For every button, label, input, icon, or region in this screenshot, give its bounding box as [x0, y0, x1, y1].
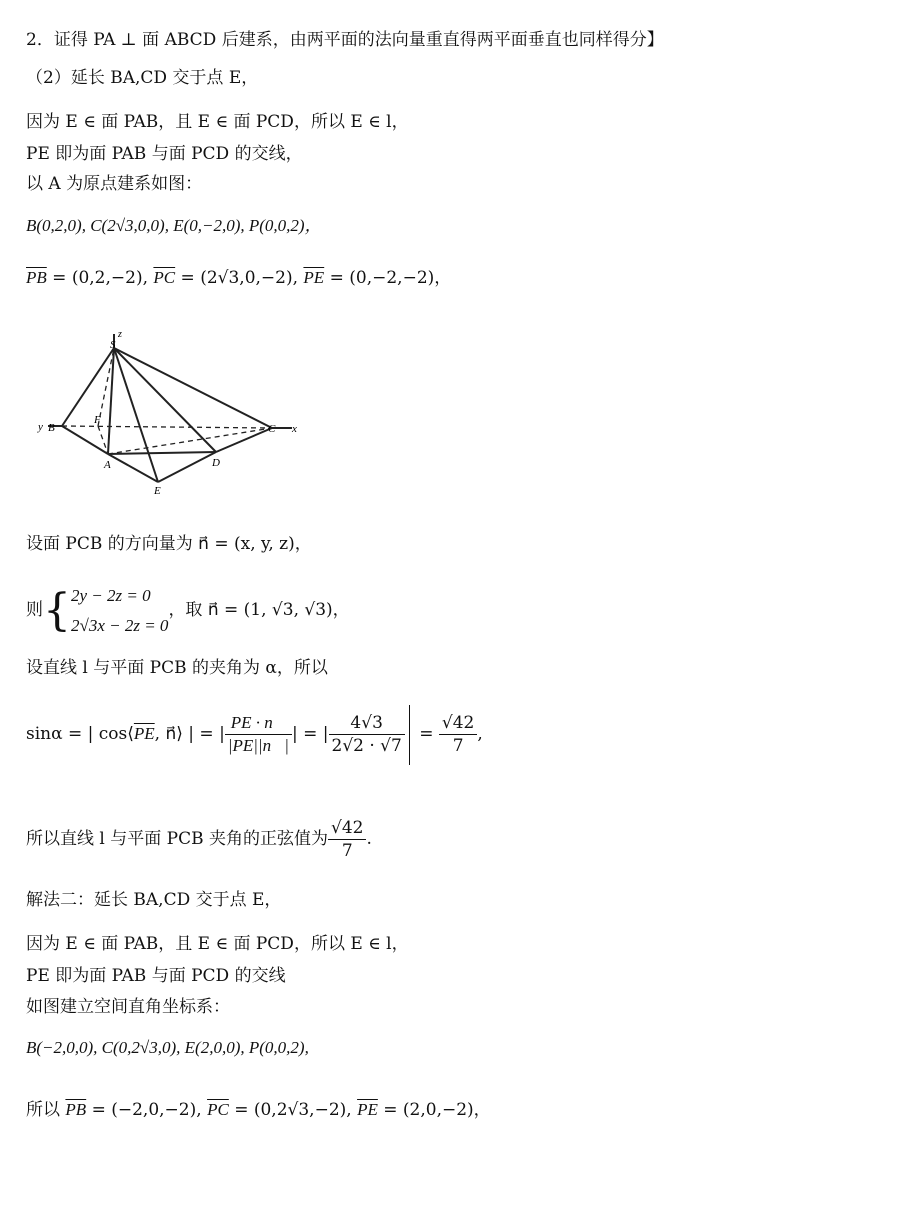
system-suffix: ，取 n⃗ = (1, √3, √3)，: [168, 600, 350, 620]
equation-system-line: [26, 580, 350, 641]
vector-pb-value: = (0,2,−2),: [46, 268, 154, 288]
label-s: S: [110, 339, 116, 351]
method-two-line-2: 因为 E ∈ 面 PAB，且 E ∈ 面 PCD，所以 E ∈ l，: [26, 934, 409, 954]
sine-prefix: sinα = | cos⟨: [26, 724, 134, 744]
label-z-axis: z: [118, 329, 122, 340]
conclusion-fraction: [328, 817, 366, 862]
label-c: C: [268, 423, 276, 435]
coords-line-1: B(0,2,0), C(2√3,0,0), E(0,−2,0), P(0,0,2)，: [26, 216, 322, 235]
vector-pe: $\overline{PE}$: [303, 268, 325, 287]
vector-pc-2-value: = (0,2√3,−2),: [228, 1100, 358, 1120]
fraction-1-denominator: |PE||n⃗|: [227, 736, 289, 755]
fraction-2-numerator: 4√3: [329, 712, 405, 735]
method-two-line: 解法二：延长 BA,CD 交于点 E，: [26, 890, 282, 910]
vectors-line-1: [26, 266, 451, 290]
label-d: D: [212, 457, 220, 469]
coords-line-2: B(−2,0,0), C(0,2√3,0), E(2,0,0), P(0,0,2),: [26, 1038, 309, 1057]
vector-pb: $\overline{PB}$: [26, 268, 47, 287]
equation-system: [71, 581, 168, 641]
pyramid-figure: [30, 326, 310, 498]
fraction-3-denominator: 7: [452, 736, 464, 756]
system-prefix: 则: [26, 600, 43, 620]
equation-1: 2y − 2z = 0: [71, 585, 151, 605]
vector-pc-value: = (2√3,0,−2),: [175, 268, 304, 288]
normal-vector-line: 设面 PCB 的方向量为 n⃗ = (x, y, z)，: [26, 534, 312, 554]
fraction-values: [329, 712, 405, 757]
conclusion-numerator: √42: [328, 817, 366, 840]
vector-pe-2: $\overline{PE}$: [357, 1100, 378, 1119]
conclusion-denominator: 7: [341, 841, 353, 861]
fraction-result: [439, 712, 477, 757]
sine-end: ,: [477, 724, 483, 744]
label-e: E: [154, 485, 161, 497]
vector-pc-2: $\overline{PC}$: [207, 1100, 229, 1119]
fraction-2-denominator: 2√2 · √7: [331, 736, 402, 756]
absolute-bar: [409, 705, 410, 765]
label-x-axis: x: [292, 423, 297, 435]
label-y-axis: y: [38, 421, 43, 433]
label-a: A: [104, 459, 111, 471]
method-two-line-4: 如图建立空间直角坐标系：: [26, 997, 230, 1017]
sine-eq-2: =: [413, 724, 439, 744]
text-line-1: 2．证得 PA ⊥ 面 ABCD 后建系，由两平面的法向量重直得两平面垂直也同样得分】: [26, 30, 664, 50]
sine-formula-line: [26, 704, 483, 765]
angle-intro-line: 设直线 l 与平面 PCB 的夹角为 α，所以: [26, 658, 328, 678]
text-line-5: 以 A 为原点建系如图：: [26, 174, 203, 194]
text-line-2: （2）延长 BA,CD 交于点 E，: [26, 68, 259, 88]
vectors-line-2: [26, 1098, 491, 1122]
sine-eq-1: | = |: [291, 724, 329, 744]
left-brace: {: [43, 584, 71, 636]
method-two-line-3: PE 即为面 PAB 与面 PCD 的交线: [26, 966, 286, 986]
label-b: B: [48, 422, 55, 434]
fraction-3-numerator: √42: [439, 712, 477, 735]
vectors-2-prefix: 所以: [26, 1100, 66, 1120]
vector-pe-value: = (0,−2,−2)，: [324, 268, 452, 288]
vector-pc: $\overline{PC}$: [153, 268, 176, 287]
sine-vector-pe: $\overline{PE}$: [133, 724, 155, 743]
conclusion-prefix: 所以直线 l 与平面 PCB 夹角的正弦值为: [26, 829, 328, 849]
vector-pb-2: $\overline{PB}$: [65, 1100, 87, 1119]
fraction-1-numerator: PE · n⃗: [225, 712, 292, 735]
text-line-3: 因为 E ∈ 面 PAB，且 E ∈ 面 PCD，所以 E ∈ l，: [26, 112, 409, 132]
fraction-dot-over-norms: [225, 712, 292, 757]
sine-mid: , n⃗⟩ | = |: [154, 724, 225, 744]
conclusion-line: [26, 812, 372, 866]
vector-pb-2-value: = (−2,0,−2),: [86, 1100, 208, 1120]
label-f: F: [94, 414, 101, 426]
vector-pe-2-value: = (2,0,−2)，: [377, 1100, 491, 1120]
conclusion-end: .: [366, 829, 372, 849]
equation-2: 2√3x − 2z = 0: [71, 615, 169, 635]
text-line-4: PE 即为面 PAB 与面 PCD 的交线，: [26, 144, 303, 164]
